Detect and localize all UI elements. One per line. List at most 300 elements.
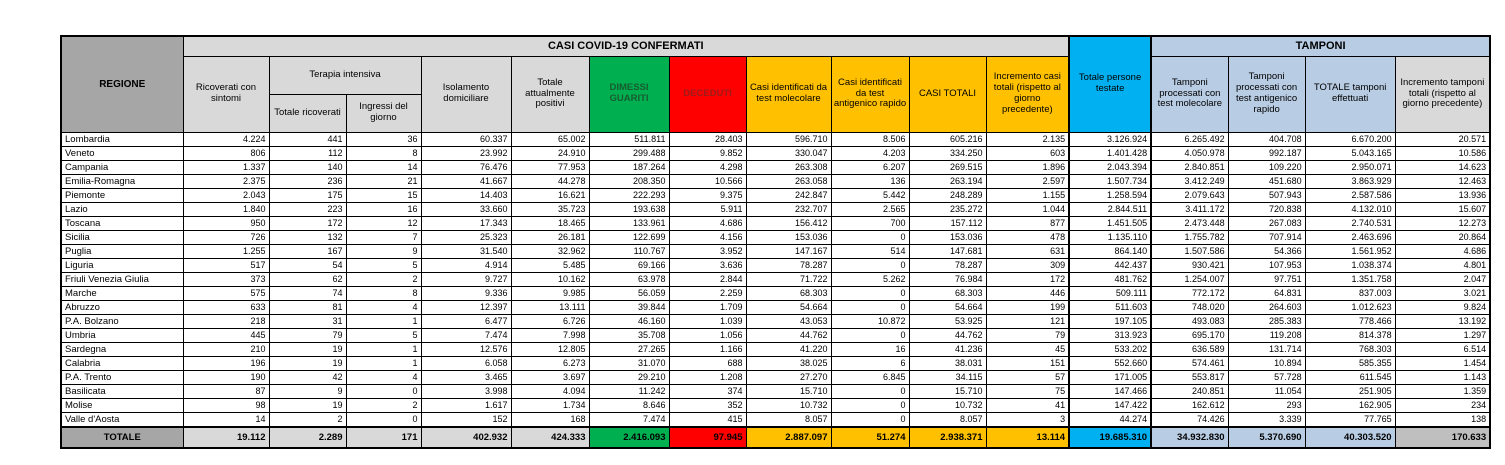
value-cell: 950 xyxy=(183,216,269,230)
region-cell: Basilicata xyxy=(61,384,183,398)
value-cell: 636.589 xyxy=(1151,342,1228,356)
value-cell: 6 xyxy=(831,356,909,370)
value-cell: 1.337 xyxy=(183,160,269,174)
value-cell: 585.355 xyxy=(1305,356,1395,370)
value-cell: 1 xyxy=(346,314,421,328)
table-row xyxy=(61,328,1490,342)
value-cell: 493.083 xyxy=(1151,314,1228,328)
value-cell: 1.056 xyxy=(669,328,746,342)
value-cell: 264.603 xyxy=(1228,300,1305,314)
value-cell: 21 xyxy=(346,174,421,188)
value-cell: 1.166 xyxy=(669,342,746,356)
value-cell: 152 xyxy=(421,412,511,427)
header-dimessi-guariti: DIMESSI GUARITI xyxy=(589,56,669,132)
region-cell: P.A. Bolzano xyxy=(61,314,183,328)
table-row xyxy=(61,384,1490,398)
table-row xyxy=(61,370,1490,384)
value-cell: 54.664 xyxy=(909,300,986,314)
value-cell: 31.540 xyxy=(421,244,511,258)
value-cell: 1.208 xyxy=(669,370,746,384)
value-cell: 1.255 xyxy=(183,244,269,258)
value-cell: 778.466 xyxy=(1305,314,1395,328)
value-cell: 2.043.394 xyxy=(1069,160,1151,174)
header-casi-molecolare: Casi identificati da test molecolare xyxy=(746,56,831,132)
value-cell: 8.057 xyxy=(746,412,831,427)
value-cell: 574.461 xyxy=(1151,356,1228,370)
value-cell: 19.685.310 xyxy=(1069,427,1151,448)
value-cell: 4.203 xyxy=(831,146,909,160)
value-cell: 688 xyxy=(669,356,746,370)
value-cell: 285.383 xyxy=(1228,314,1305,328)
value-cell: 13.192 xyxy=(1395,314,1490,328)
value-cell: 1.617 xyxy=(421,398,511,412)
value-cell: 0 xyxy=(831,286,909,300)
value-cell: 5.262 xyxy=(831,272,909,286)
value-cell: 533.202 xyxy=(1069,342,1151,356)
region-cell: Valle d'Aosta xyxy=(61,412,183,427)
value-cell: 232.707 xyxy=(746,202,831,216)
table-row xyxy=(61,258,1490,272)
value-cell: 5.370.690 xyxy=(1228,427,1305,448)
value-cell: 720.838 xyxy=(1228,202,1305,216)
header-tamponi-molecolare: Tamponi processati con test molecolare xyxy=(1151,56,1228,132)
value-cell: 267.083 xyxy=(1228,216,1305,230)
value-cell: 197.105 xyxy=(1069,314,1151,328)
region-cell: Toscana xyxy=(61,216,183,230)
value-cell: 309 xyxy=(986,258,1069,272)
value-cell: 222.293 xyxy=(589,188,669,202)
value-cell: 3.411.172 xyxy=(1151,202,1228,216)
table-row xyxy=(61,216,1490,230)
region-cell: TOTALE xyxy=(61,427,183,448)
value-cell: 10.894 xyxy=(1228,356,1305,370)
table-row xyxy=(61,314,1490,328)
value-cell: 2.587.586 xyxy=(1305,188,1395,202)
value-cell: 4.132.010 xyxy=(1305,202,1395,216)
value-cell: 44.274 xyxy=(1069,412,1151,427)
value-cell: 2.938.371 xyxy=(909,427,986,448)
value-cell: 10.566 xyxy=(669,174,746,188)
value-cell: 1.044 xyxy=(986,202,1069,216)
value-cell: 11.054 xyxy=(1228,384,1305,398)
value-cell: 5.911 xyxy=(669,202,746,216)
value-cell: 1.351.758 xyxy=(1305,272,1395,286)
value-cell: 251.905 xyxy=(1305,384,1395,398)
value-cell: 190 xyxy=(183,370,269,384)
value-cell: 7.474 xyxy=(421,328,511,342)
value-cell: 2.463.696 xyxy=(1305,230,1395,244)
value-cell: 39.844 xyxy=(589,300,669,314)
value-cell: 157.112 xyxy=(909,216,986,230)
value-cell: 16 xyxy=(831,342,909,356)
value-cell: 596.710 xyxy=(746,132,831,146)
value-cell: 45 xyxy=(986,342,1069,356)
value-cell: 199 xyxy=(986,300,1069,314)
value-cell: 71.722 xyxy=(746,272,831,286)
value-cell: 248.289 xyxy=(909,188,986,202)
value-cell: 14.623 xyxy=(1395,160,1490,174)
value-cell: 1.755.782 xyxy=(1151,230,1228,244)
value-cell: 87 xyxy=(183,384,269,398)
value-cell: 171 xyxy=(346,427,421,448)
value-cell: 167 xyxy=(269,244,346,258)
value-cell: 64.831 xyxy=(1228,286,1305,300)
table-header xyxy=(61,36,1490,132)
value-cell: 2.844.511 xyxy=(1069,202,1151,216)
value-cell: 507.943 xyxy=(1228,188,1305,202)
value-cell: 4 xyxy=(346,300,421,314)
region-cell: Puglia xyxy=(61,244,183,258)
value-cell: 2.840.851 xyxy=(1151,160,1228,174)
value-cell: 0 xyxy=(831,230,909,244)
table-row xyxy=(61,342,1490,356)
value-cell: 481.762 xyxy=(1069,272,1151,286)
value-cell: 3.412.249 xyxy=(1151,174,1228,188)
value-cell: 110.767 xyxy=(589,244,669,258)
region-cell: Marche xyxy=(61,286,183,300)
header-isolamento: Isolamento domiciliare xyxy=(421,56,511,132)
value-cell: 51.274 xyxy=(831,427,909,448)
value-cell: 1.155 xyxy=(986,188,1069,202)
value-cell: 3 xyxy=(986,412,1069,427)
value-cell: 13.114 xyxy=(986,427,1069,448)
value-cell: 2 xyxy=(269,412,346,427)
value-cell: 9 xyxy=(269,384,346,398)
value-cell: 76.984 xyxy=(909,272,986,286)
value-cell: 57 xyxy=(986,370,1069,384)
value-cell: 19.112 xyxy=(183,427,269,448)
value-cell: 7.998 xyxy=(511,328,589,342)
region-cell: Lombardia xyxy=(61,132,183,146)
value-cell: 0 xyxy=(831,258,909,272)
table-row xyxy=(61,272,1490,286)
value-cell: 14 xyxy=(183,412,269,427)
value-cell: 2 xyxy=(346,272,421,286)
value-cell: 511.603 xyxy=(1069,300,1151,314)
value-cell: 54.664 xyxy=(746,300,831,314)
value-cell: 14 xyxy=(346,160,421,174)
value-cell: 20.864 xyxy=(1395,230,1490,244)
header-totale-ricoverati: Totale ricoverati xyxy=(269,94,346,132)
table-row xyxy=(61,202,1490,216)
value-cell: 168 xyxy=(511,412,589,427)
value-cell: 1.507.586 xyxy=(1151,244,1228,258)
value-cell: 3.021 xyxy=(1395,286,1490,300)
value-cell: 38.025 xyxy=(746,356,831,370)
value-cell: 5.442 xyxy=(831,188,909,202)
value-cell: 2.565 xyxy=(831,202,909,216)
value-cell: 31.070 xyxy=(589,356,669,370)
value-cell: 78.287 xyxy=(746,258,831,272)
value-cell: 12 xyxy=(346,216,421,230)
value-cell: 6.273 xyxy=(511,356,589,370)
value-cell: 992.187 xyxy=(1228,146,1305,160)
value-cell: 57.728 xyxy=(1228,370,1305,384)
value-cell: 6.670.200 xyxy=(1305,132,1395,146)
value-cell: 16 xyxy=(346,202,421,216)
value-cell: 330.047 xyxy=(746,146,831,160)
value-cell: 10.732 xyxy=(746,398,831,412)
table-row xyxy=(61,132,1490,146)
value-cell: 4.801 xyxy=(1395,258,1490,272)
table-row xyxy=(61,160,1490,174)
value-cell: 404.708 xyxy=(1228,132,1305,146)
value-cell: 75 xyxy=(986,384,1069,398)
value-cell: 0 xyxy=(346,384,421,398)
value-cell: 63.978 xyxy=(589,272,669,286)
value-cell: 38.031 xyxy=(909,356,986,370)
value-cell: 136 xyxy=(831,174,909,188)
value-cell: 8 xyxy=(346,286,421,300)
value-cell: 133.961 xyxy=(589,216,669,230)
value-cell: 46.160 xyxy=(589,314,669,328)
value-cell: 41.236 xyxy=(909,342,986,356)
value-cell: 153.036 xyxy=(909,230,986,244)
value-cell: 1.454 xyxy=(1395,356,1490,370)
value-cell: 1.135.110 xyxy=(1069,230,1151,244)
table-row xyxy=(61,244,1490,258)
value-cell: 193.638 xyxy=(589,202,669,216)
value-cell: 4 xyxy=(346,370,421,384)
value-cell: 806 xyxy=(183,146,269,160)
value-cell: 726 xyxy=(183,230,269,244)
value-cell: 18.465 xyxy=(511,216,589,230)
value-cell: 9 xyxy=(346,244,421,258)
table-row xyxy=(61,412,1490,427)
value-cell: 930.421 xyxy=(1151,258,1228,272)
value-cell: 147.422 xyxy=(1069,398,1151,412)
header-persone-testate: Totale persone testate xyxy=(1069,36,1151,132)
value-cell: 40.303.520 xyxy=(1305,427,1395,448)
value-cell: 478 xyxy=(986,230,1069,244)
value-cell: 1.143 xyxy=(1395,370,1490,384)
value-cell: 54 xyxy=(269,258,346,272)
value-cell: 170.633 xyxy=(1395,427,1490,448)
value-cell: 2.740.531 xyxy=(1305,216,1395,230)
value-cell: 43.053 xyxy=(746,314,831,328)
value-cell: 3.636 xyxy=(669,258,746,272)
value-cell: 12.463 xyxy=(1395,174,1490,188)
value-cell: 65.002 xyxy=(511,132,589,146)
value-cell: 445 xyxy=(183,328,269,342)
value-cell: 1.038.374 xyxy=(1305,258,1395,272)
value-cell: 81 xyxy=(269,300,346,314)
value-cell: 13.936 xyxy=(1395,188,1490,202)
value-cell: 4.156 xyxy=(669,230,746,244)
value-cell: 53.925 xyxy=(909,314,986,328)
value-cell: 1.012.623 xyxy=(1305,300,1395,314)
value-cell: 62 xyxy=(269,272,346,286)
value-cell: 196 xyxy=(183,356,269,370)
value-cell: 31 xyxy=(269,314,346,328)
value-cell: 1.561.952 xyxy=(1305,244,1395,258)
value-cell: 2.043 xyxy=(183,188,269,202)
value-cell: 24.910 xyxy=(511,146,589,160)
value-cell: 235.272 xyxy=(909,202,986,216)
value-cell: 172 xyxy=(986,272,1069,286)
value-cell: 175 xyxy=(269,188,346,202)
value-cell: 9.375 xyxy=(669,188,746,202)
value-cell: 12.576 xyxy=(421,342,511,356)
value-cell: 2.375 xyxy=(183,174,269,188)
header-ricoverati: Ricoverati con sintomi xyxy=(183,56,269,132)
value-cell: 29.210 xyxy=(589,370,669,384)
value-cell: 4.050.978 xyxy=(1151,146,1228,160)
value-cell: 35.708 xyxy=(589,328,669,342)
value-cell: 4.224 xyxy=(183,132,269,146)
value-cell: 41.667 xyxy=(421,174,511,188)
region-cell: Sardegna xyxy=(61,342,183,356)
value-cell: 700 xyxy=(831,216,909,230)
value-cell: 131.714 xyxy=(1228,342,1305,356)
value-cell: 6.514 xyxy=(1395,342,1490,356)
value-cell: 68.303 xyxy=(746,286,831,300)
value-cell: 772.172 xyxy=(1151,286,1228,300)
value-cell: 77.765 xyxy=(1305,412,1395,427)
value-cell: 263.058 xyxy=(746,174,831,188)
value-cell: 509.111 xyxy=(1069,286,1151,300)
table-row xyxy=(61,300,1490,314)
value-cell: 210 xyxy=(183,342,269,356)
value-cell: 147.167 xyxy=(746,244,831,258)
value-cell: 9.824 xyxy=(1395,300,1490,314)
value-cell: 1.258.594 xyxy=(1069,188,1151,202)
region-cell: Friuli Venezia Giulia xyxy=(61,272,183,286)
region-cell: Campania xyxy=(61,160,183,174)
region-cell: Liguria xyxy=(61,258,183,272)
value-cell: 442.437 xyxy=(1069,258,1151,272)
value-cell: 60.337 xyxy=(421,132,511,146)
value-cell: 12.805 xyxy=(511,342,589,356)
value-cell: 2.259 xyxy=(669,286,746,300)
value-cell: 162.612 xyxy=(1151,398,1228,412)
value-cell: 6.265.492 xyxy=(1151,132,1228,146)
value-cell: 6.207 xyxy=(831,160,909,174)
value-cell: 44.278 xyxy=(511,174,589,188)
value-cell: 575 xyxy=(183,286,269,300)
value-cell: 6.058 xyxy=(421,356,511,370)
value-cell: 3.952 xyxy=(669,244,746,258)
value-cell: 2.597 xyxy=(986,174,1069,188)
header-regione: REGIONE xyxy=(61,36,183,132)
value-cell: 0 xyxy=(346,412,421,427)
value-cell: 172 xyxy=(269,216,346,230)
value-cell: 156.412 xyxy=(746,216,831,230)
value-cell: 0 xyxy=(831,398,909,412)
value-cell: 611.545 xyxy=(1305,370,1395,384)
value-cell: 299.488 xyxy=(589,146,669,160)
value-cell: 3.998 xyxy=(421,384,511,398)
value-cell: 69.166 xyxy=(589,258,669,272)
value-cell: 441 xyxy=(269,132,346,146)
value-cell: 10.872 xyxy=(831,314,909,328)
value-cell: 864.140 xyxy=(1069,244,1151,258)
header-ingressi-giorno: Ingressi del giorno xyxy=(346,94,421,132)
value-cell: 109.220 xyxy=(1228,160,1305,174)
value-cell: 4.686 xyxy=(1395,244,1490,258)
value-cell: 2.887.097 xyxy=(746,427,831,448)
value-cell: 23.992 xyxy=(421,146,511,160)
value-cell: 147.681 xyxy=(909,244,986,258)
value-cell: 2.844 xyxy=(669,272,746,286)
value-cell: 35.723 xyxy=(511,202,589,216)
value-cell: 112 xyxy=(269,146,346,160)
value-cell: 187.264 xyxy=(589,160,669,174)
value-cell: 334.250 xyxy=(909,146,986,160)
value-cell: 138 xyxy=(1395,412,1490,427)
value-cell: 3.863.929 xyxy=(1305,174,1395,188)
value-cell: 451.680 xyxy=(1228,174,1305,188)
region-cell: Veneto xyxy=(61,146,183,160)
value-cell: 15 xyxy=(346,188,421,202)
value-cell: 707.914 xyxy=(1228,230,1305,244)
header-terapia-intensiva: Terapia intensiva xyxy=(269,56,421,94)
value-cell: 9.985 xyxy=(511,286,589,300)
value-cell: 1.709 xyxy=(669,300,746,314)
value-cell: 240.851 xyxy=(1151,384,1228,398)
value-cell: 603 xyxy=(986,146,1069,160)
value-cell: 553.817 xyxy=(1151,370,1228,384)
value-cell: 5 xyxy=(346,328,421,342)
table-row xyxy=(61,356,1490,370)
band-tamponi: TAMPONI xyxy=(1151,36,1490,56)
value-cell: 446 xyxy=(986,286,1069,300)
value-cell: 42 xyxy=(269,370,346,384)
table-row xyxy=(61,286,1490,300)
value-cell: 8 xyxy=(346,146,421,160)
region-cell: Umbria xyxy=(61,328,183,342)
header-totale-tamponi: TOTALE tamponi effettuati xyxy=(1305,56,1395,132)
value-cell: 11.242 xyxy=(589,384,669,398)
value-cell: 151 xyxy=(986,356,1069,370)
value-cell: 34.932.830 xyxy=(1151,427,1228,448)
header-deceduti: DECEDUTI xyxy=(669,56,746,132)
value-cell: 2.289 xyxy=(269,427,346,448)
header-attualmente-positivi: Totale attualmente positivi xyxy=(511,56,589,132)
value-cell: 352 xyxy=(669,398,746,412)
value-cell: 68.303 xyxy=(909,286,986,300)
value-cell: 2.135 xyxy=(986,132,1069,146)
value-cell: 122.699 xyxy=(589,230,669,244)
region-cell: Molise xyxy=(61,398,183,412)
value-cell: 5 xyxy=(346,258,421,272)
value-cell: 4.094 xyxy=(511,384,589,398)
value-cell: 36 xyxy=(346,132,421,146)
value-cell: 837.003 xyxy=(1305,286,1395,300)
region-cell: Abruzzo xyxy=(61,300,183,314)
value-cell: 374 xyxy=(669,384,746,398)
value-cell: 14.403 xyxy=(421,188,511,202)
value-cell: 1.734 xyxy=(511,398,589,412)
region-cell: Emilia-Romagna xyxy=(61,174,183,188)
value-cell: 12.397 xyxy=(421,300,511,314)
value-cell: 41 xyxy=(986,398,1069,412)
value-cell: 121 xyxy=(986,314,1069,328)
value-cell: 415 xyxy=(669,412,746,427)
covid-table xyxy=(60,35,1491,449)
value-cell: 33.660 xyxy=(421,202,511,216)
value-cell: 293 xyxy=(1228,398,1305,412)
value-cell: 424.333 xyxy=(511,427,589,448)
header-casi-totali: CASI TOTALI xyxy=(909,56,986,132)
value-cell: 552.660 xyxy=(1069,356,1151,370)
header-tamponi-antigenico: Tamponi processati con test antigenico rapido xyxy=(1228,56,1305,132)
value-cell: 1 xyxy=(346,356,421,370)
value-cell: 79 xyxy=(986,328,1069,342)
value-cell: 242.847 xyxy=(746,188,831,202)
value-cell: 1.254.007 xyxy=(1151,272,1228,286)
value-cell: 3.126.924 xyxy=(1069,132,1151,146)
